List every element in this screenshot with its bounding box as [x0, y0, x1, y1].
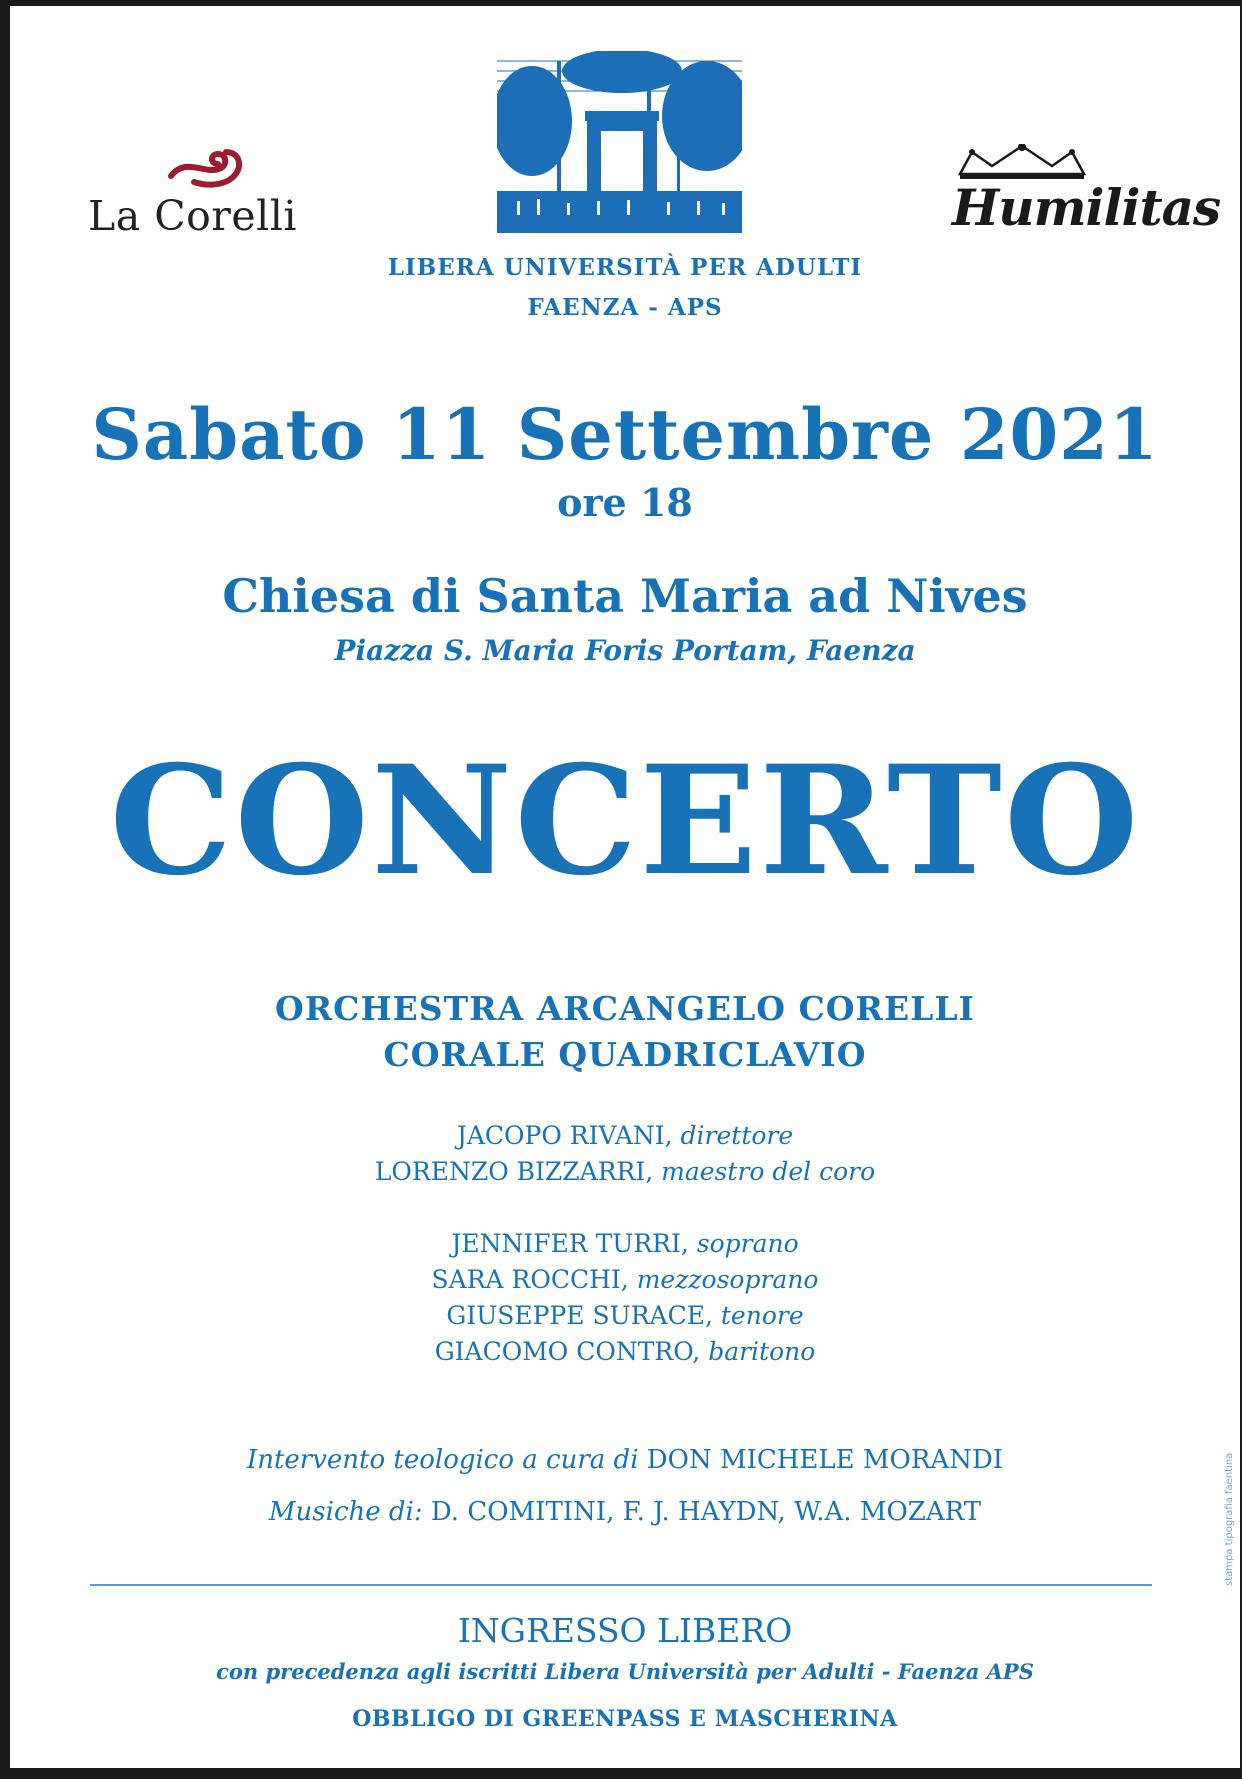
performer-name: GIACOMO CONTRO: [434, 1337, 693, 1366]
crown-icon: [952, 144, 1092, 180]
soloists-block: [10, 1226, 1240, 1370]
organizer-line-2: FAENZA - APS: [527, 294, 723, 321]
university-engraving-logo: [497, 51, 742, 233]
concert-poster: [10, 6, 1240, 1768]
performer-role: maestro del coro: [661, 1157, 876, 1186]
greenpass-notice: OBBLIGO DI GREENPASS E MASCHERINA: [352, 1706, 898, 1732]
music-line: [10, 1494, 1240, 1530]
performer-name: JENNIFER TURRI: [451, 1229, 681, 1258]
music-composers: D. COMITINI, F. J. HAYDN, W.A. MOZART: [430, 1497, 982, 1527]
performer-name: LORENZO BIZZARRI: [374, 1157, 646, 1186]
corelli-swirl-icon: [166, 146, 246, 196]
performer-line: GIUSEPPE SURACE, tenore: [446, 1301, 804, 1330]
theology-line: [10, 1442, 1240, 1478]
precedence-note: con precedenza agli iscritti Libera Università per Adulti - Faenza APS: [216, 1659, 1034, 1684]
performer-name: GIUSEPPE SURACE: [446, 1301, 705, 1330]
conductors-block: [10, 1118, 1240, 1190]
printer-credit: stampa tipografia faentina: [1224, 1452, 1235, 1586]
free-entry: INGRESSO LIBERO: [457, 1611, 793, 1650]
organizer-block: [10, 248, 1240, 328]
performer-name: JACOPO RIVANI: [456, 1121, 665, 1150]
event-venue: Chiesa di Santa Maria ad Nives: [222, 569, 1028, 623]
performer-name: SARA ROCCHI: [431, 1265, 621, 1294]
performer-role: mezzosoprano: [636, 1265, 819, 1294]
humilitas-logo: [952, 144, 1221, 240]
performer-role: direttore: [680, 1121, 794, 1150]
theology-speaker: DON MICHELE MORANDI: [646, 1445, 1004, 1475]
la-corelli-logo: [88, 146, 308, 246]
performer-line: GIACOMO CONTRO, baritono: [434, 1337, 816, 1366]
divider: [90, 1584, 1152, 1586]
ensembles-block: [10, 986, 1240, 1078]
music-prefix: Musiche di:: [268, 1497, 423, 1527]
ensemble-orchestra: ORCHESTRA ARCANGELO CORELLI: [275, 989, 975, 1028]
performer-role: soprano: [696, 1229, 799, 1258]
event-date: Sabato 11 Settembre 2021: [91, 393, 1159, 476]
performer-line: JENNIFER TURRI, soprano: [451, 1229, 799, 1258]
performer-role: tenore: [720, 1301, 804, 1330]
la-corelli-wordmark: La Corelli: [88, 192, 297, 240]
event-title: CONCERTO: [109, 733, 1141, 909]
theology-prefix: Intervento teologico a cura di: [246, 1445, 639, 1475]
ensemble-choir: CORALE QUADRICLAVIO: [383, 1035, 867, 1074]
performer-line: SARA ROCCHI, mezzosoprano: [431, 1265, 819, 1294]
organizer-line-1: LIBERA UNIVERSITÀ PER ADULTI: [387, 254, 863, 281]
event-address: Piazza S. Maria Foris Portam, Faenza: [334, 634, 916, 667]
performer-line: JACOPO RIVANI, direttore: [456, 1121, 794, 1150]
humilitas-wordmark: Humilitas: [952, 178, 1221, 237]
event-time: ore 18: [557, 480, 693, 525]
performer-line: LORENZO BIZZARRI, maestro del coro: [374, 1157, 876, 1186]
performer-role: baritono: [708, 1337, 816, 1366]
